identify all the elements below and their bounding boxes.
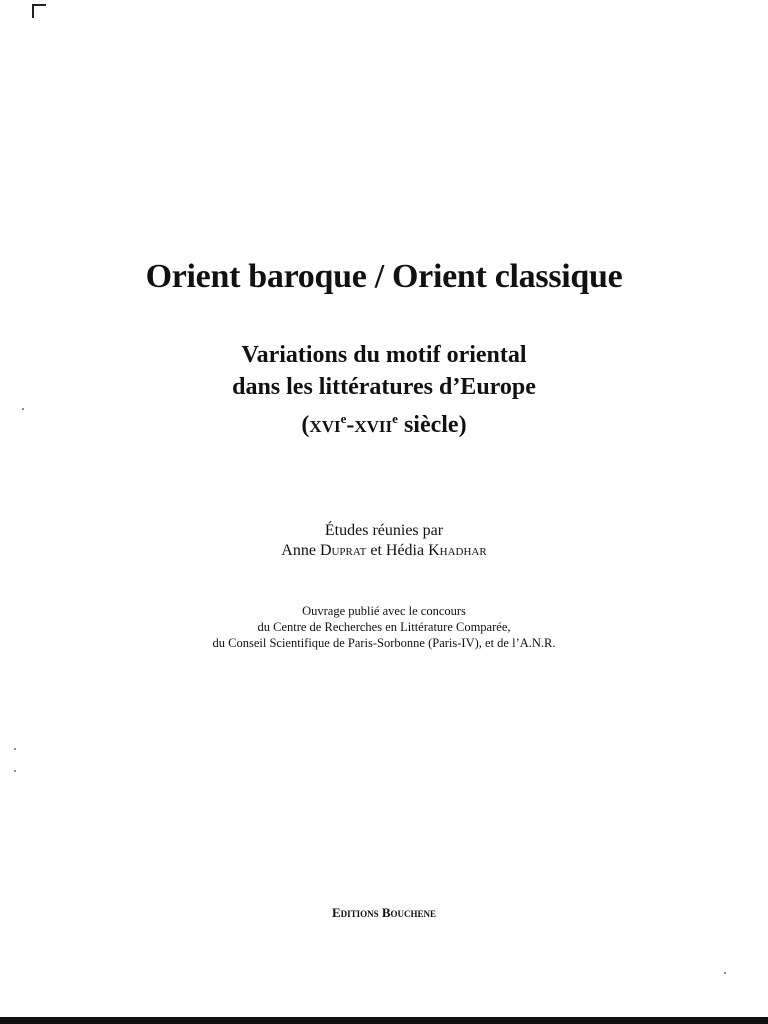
century-start-sup: e — [340, 411, 347, 426]
editors-names — [0, 541, 768, 561]
scan-speck — [14, 770, 16, 772]
editors-intro: Études réunies par — [324, 522, 444, 539]
paren-open: ( — [301, 412, 310, 438]
book-title: Orient baroque / Orient classique — [145, 258, 623, 295]
support-notice — [0, 603, 768, 651]
subtitle-line-3 — [0, 403, 768, 441]
siecle-label: siècle) — [397, 412, 467, 438]
crop-mark — [32, 4, 46, 6]
editor-2-first: Hédia — [385, 542, 429, 559]
editors-conjunction: et — [366, 542, 386, 559]
scan-bottom-edge — [0, 1017, 768, 1024]
century-end-sup: e — [392, 411, 398, 426]
scan-speck — [22, 408, 24, 410]
crop-mark — [32, 4, 34, 18]
support-line-1: Ouvrage publié avec le concours — [302, 604, 466, 618]
century-dash: - — [346, 412, 355, 438]
editor-2-last: Khadhar — [428, 542, 487, 559]
scan-speck — [14, 748, 16, 750]
century-end: xvii — [354, 412, 393, 438]
century-start: xvi — [309, 412, 341, 438]
support-line-2: du Centre de Recherches en Littérature Comparée, — [257, 620, 511, 634]
editors-block — [0, 521, 768, 561]
editor-1-last: Duprat — [319, 542, 367, 559]
subtitle-line-2: dans les littératures d’Europe — [232, 374, 536, 400]
subtitle-line-1: Variations du motif oriental — [241, 342, 527, 368]
publisher-name: Editions Bouchene — [331, 905, 437, 920]
scan-speck — [724, 972, 726, 974]
editor-1-first: Anne — [281, 542, 320, 559]
support-line-3: du Conseil Scientifique de Paris-Sorbonne (Paris-IV), et de l’A.N.R. — [212, 636, 556, 650]
book-subtitle — [0, 339, 768, 441]
